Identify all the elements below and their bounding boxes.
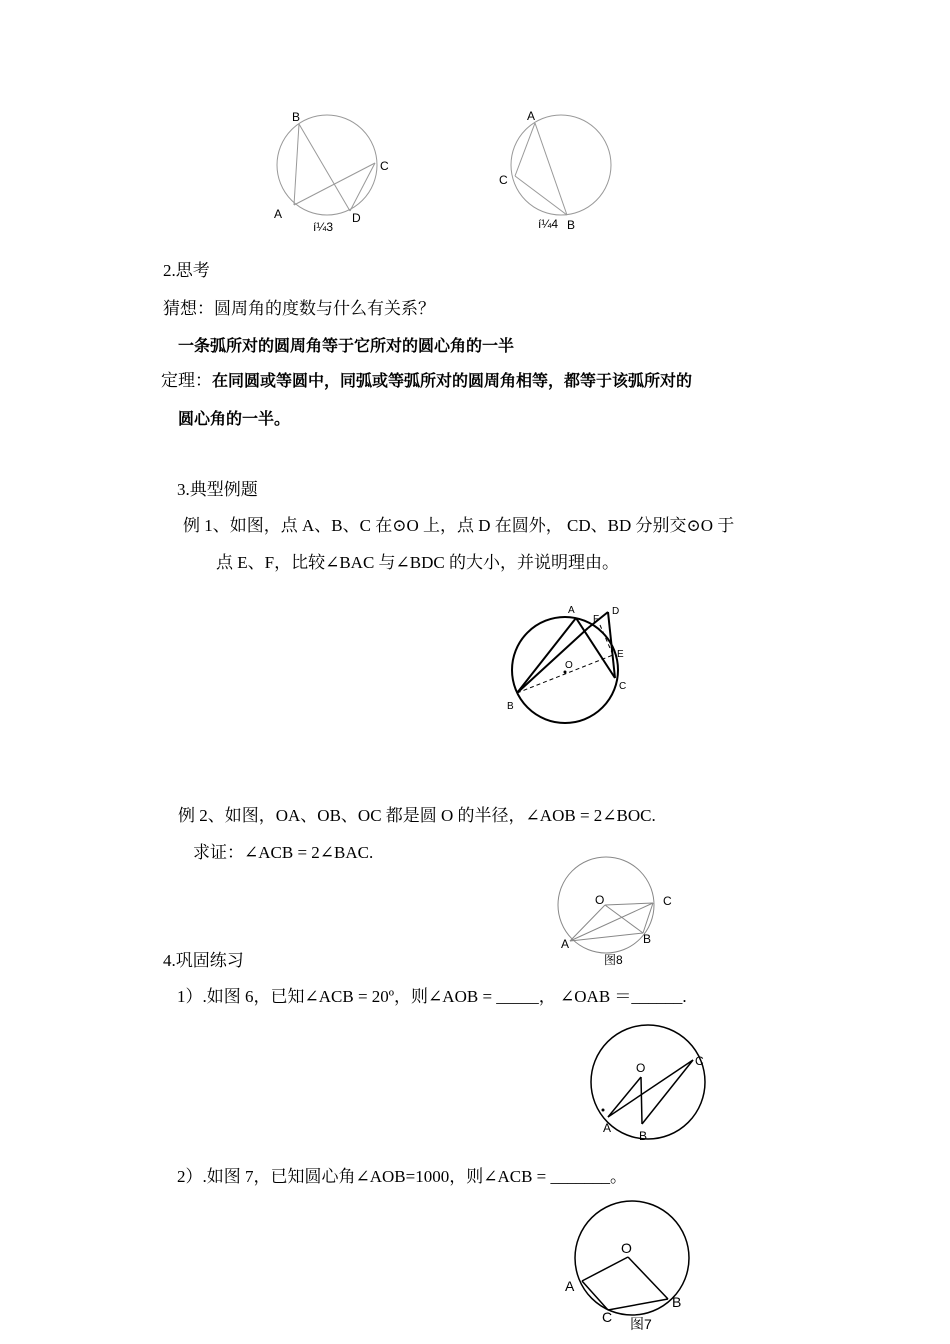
fig7-line-OA [582,1257,628,1281]
exercise-1: 1）.如图 6，已知∠ACB = 20º，则∠AOB = _____， ∠OAB ＝______. [177,987,687,1006]
example-1-line-2: 点 E、F，比较∠BAC 与∠BDC 的大小，并说明理由。 [216,553,619,572]
fig7-label-O: O [621,1240,632,1256]
figure-4 [496,108,626,238]
fig3-label-D: D [352,211,361,225]
theorem-body: 在同圆或等圆中，同弧或等弧所对的圆周角相等，都等于该弧所对的 [212,371,693,390]
fig4-label-C: C [499,173,508,187]
fig7-label-B: B [672,1294,682,1310]
fig4-circle [511,115,611,215]
fig7-line-AC [582,1281,608,1310]
fig4-chord-CB [515,176,567,215]
example-1-figure [500,600,640,725]
example-2-line-1: 例 2、如图，OA、OB、OC 都是圆 O 的半径，∠AOB = 2∠BOC. [178,806,656,825]
fig8-line-OC [605,903,653,905]
ex1-label-E: E [617,649,624,660]
ex1-label-F: F [593,614,600,625]
fig6-label-B: B [639,1129,648,1143]
ex1-label-B: B [507,701,514,712]
fig7-label-A: A [565,1278,575,1294]
fig7-label-C: C [602,1309,613,1325]
exercise-2: 2）.如图 7，已知圆心角∠AOB=1000，则∠ACB = _______。 [177,1167,628,1186]
fig3-caption: í¼3 [313,220,334,234]
ex1-label-A: A [568,605,575,616]
theorem-line-2: 圆心角的一半。 [178,409,291,428]
fig6-label-C: C [695,1054,704,1068]
fig3-chord-BA [294,124,299,205]
figure-7 [560,1195,700,1335]
fig8-label-O: O [595,893,605,907]
fig8-label-B: B [643,932,652,946]
figure-6 [585,1022,715,1147]
fig7-caption: 图7 [630,1316,652,1332]
ex1-label-C: C [619,681,627,692]
section-2-heading: 2.思考 [163,261,210,280]
fig3-label-C: C [380,159,389,173]
fig6-line-OB [641,1077,642,1124]
fig3-chord-CD [350,163,375,211]
theorem-prefix: 定理： [161,371,212,390]
example-2-line-2: 求证：∠ACB = 2∠BAC. [193,843,374,862]
fig6-line-BC [642,1060,693,1124]
fig8-line-AB [570,933,643,941]
fig6-line-OA [608,1077,641,1117]
fig8-label-A: A [561,937,570,951]
conclusion-text: 一条弧所对的圆周角等于它所对的圆心角的一半 [178,336,515,355]
section-3-heading: 3.典型例题 [177,480,258,499]
fig4-label-B: B [567,218,576,232]
fig8-line-OB [605,905,643,933]
fig6-line-AC [608,1060,693,1117]
fig6-label-O: O [636,1061,646,1075]
fig6-label-A: A [603,1121,612,1135]
fig6-point-mark [602,1109,605,1112]
fig3-label-B: B [292,110,301,124]
figure-8 [555,853,695,971]
theorem-line-1 [161,370,692,392]
ex1-label-D: D [612,606,620,617]
fig3-label-A: A [274,207,283,221]
ex1-label-O: O [565,660,573,671]
fig8-line-OA [570,905,605,941]
fig4-chord-AB [535,123,567,215]
figure-3 [270,108,400,238]
fig8-caption: 图8 [604,953,623,967]
fig7-line-OB [628,1257,668,1299]
example-1-line-1: 例 1、如图，点 A、B、C 在⊙O 上，点 D 在圆外， CD、BD 分别交⊙O 于 [183,516,735,535]
fig3-circle [277,115,377,215]
fig8-label-C: C [663,894,672,908]
section-4-heading: 4.巩固练习 [163,951,244,970]
fig4-label-A: A [527,109,536,123]
fig8-line-AC [570,903,653,941]
guess-text: 猜想：圆周角的度数与什么有关系？ [163,299,435,318]
fig3-chord-AC [294,163,375,205]
fig4-caption: í¼4 [538,217,559,231]
ex1-line-BF [517,628,588,693]
